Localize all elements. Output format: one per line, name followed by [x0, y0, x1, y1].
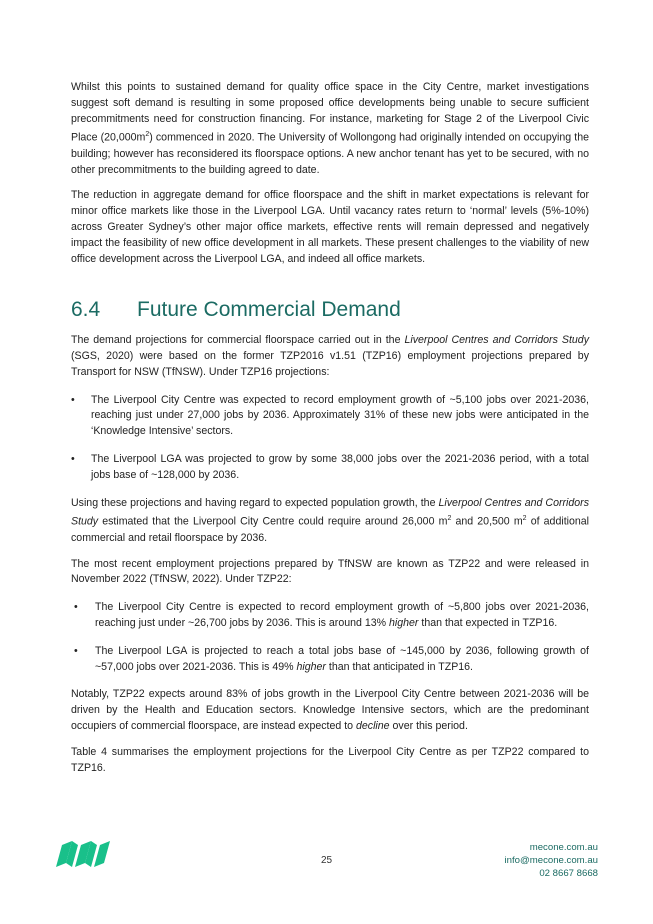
footer-phone: 02 8667 8668 — [539, 868, 598, 880]
list-item: • The Liverpool City Centre was expected to record employment growth of ~5,100 jobs over 2021-2036, reaching just under 27,000 jobs by 2036. Approximately 31% of these new jobs were anticipated in the ‘Knowledge Intensive’ sectors. — [71, 393, 589, 438]
section-title: Future Commercial Demand — [137, 298, 401, 322]
bullet-icon: • — [71, 453, 75, 466]
list-item: • The Liverpool LGA was projected to grow by some 38,000 jobs over the 2021-2036 period, with a total jobs base of ~128,000 by 2036. — [71, 453, 589, 481]
paragraph-aggregate-demand: The reduction in aggregate demand for office floorspace and the shift in market expectations is relevant for minor office markets like those in the Liverpool LGA. Until vacancy rates return to ‘normal’ levels (5%-10%) across Greater Sydney’s other major office markets, effective rents will remain depressed and negatively impact the feasibility of new office development in all markets. These present challenges to the viability of new office development across the Liverpool LGA, and indeed all office markets. — [71, 189, 589, 265]
paragraph-table-reference: Table 4 summarises the employment projections for the Liverpool City Centre as per TZP22 compared to TZP16. — [71, 745, 589, 774]
section-heading — [71, 297, 589, 323]
page-content — [71, 80, 589, 776]
bullet-icon: • — [74, 601, 78, 614]
paragraph-jobs-growth-sectors: Notably, TZP22 expects around 83% of jobs growth in the Liverpool City Centre between 2021-2036 will be driven by the Health and Education sectors. Knowledge Intensive sectors, which are the predominant occupiers of commercial floorspace, are instead expected to decline over this period. — [71, 688, 589, 732]
list-item: • The Liverpool LGA is projected to reach a total jobs base of ~145,000 by 2036, following growth of ~57,000 jobs over 2021-2036. This is 49% higher than that anticipated in TZP16. — [74, 644, 589, 673]
bullet-icon: • — [71, 393, 75, 406]
paragraph-tzp22-intro: The most recent employment projections prepared by TfNSW are known as TZP22 and were released in November 2022 (TfNSW, 2022). Under TZP22: — [71, 557, 589, 586]
tzp22-bullet-list — [71, 600, 589, 675]
list-item: • The Liverpool City Centre is expected to record employment growth of ~5,800 jobs over 2021-2036, reaching just under ~26,700 jobs by 2036. This is around 13% higher than that expected in TZP16. — [74, 601, 589, 629]
tzp16-bullet-list — [71, 393, 589, 484]
paragraph-office-demand: Whilst this points to sustained demand for quality office space in the City Centre, market investigations suggest soft demand is resulting in some proposed office developments being unable to secure sufficient precommitments need for construction financing. For instance, marketing for Stage 2 of the Liverpool Civic Place $(20,000m^2)$ commenced in 2020. The University of Wollongong had originally intended on occupying the building; however has reconsidered its floorspace options. A new anchor tenant has yet to be secured, with no other precommitments to the building agreed to date. — [71, 81, 590, 176]
footer-website[interactable]: mecone.com.au — [529, 842, 598, 853]
bullet-icon: • — [74, 644, 78, 657]
section-number: 6.4 — [71, 298, 101, 322]
footer-email[interactable]: info@mecone.com.au — [504, 855, 598, 867]
paragraph-floorspace-estimate: Using these projections and having regard to expected population growth, the Liverpool Centres and Corridors Study estimated that the Liverpool City Centre could require around 26,000 $m^2$ and 20,500 $m^2$ of additional commercial and retail floorspace by 2036. — [71, 496, 590, 544]
footer-contact — [505, 841, 598, 881]
paragraph-demand-projections: The demand projections for commercial floorspace carried out in the Liverpool Centres and Corridors Study (SGS, 2020) were based on the former TZP2016 v1.51 (TZP16) employment projections prepared by Transport for NSW (TfNSW). Under TZP16 projections: — [71, 334, 589, 378]
page-number: 25 — [320, 855, 333, 866]
